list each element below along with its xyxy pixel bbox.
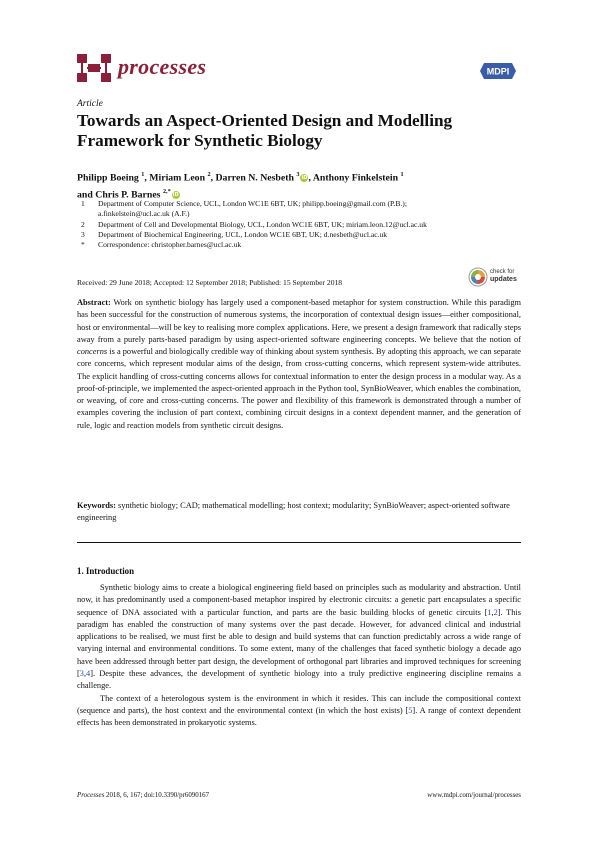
- paragraph-1: Synthetic biology aims to create a biological engineering field based on principles such as modularity and abstraction. Until now, it has predominantly used a component-based metaphor inspired by electronic circuits: a genetic part encapsulates a specific sequence of DNA associated with a particular function, and parts are the basic building blocks of genetic circuits [1,2]. This paradigm has enabled the construction of many systems over the past decade. However, for advanced clinical and industrial applications to be realised, we must first be able to design and build systems that can function predictably across a wide range of varying internal and environmental conditions. To some extent, many of the challenges that faced synthetic biology a decade ago have been addressed through better part design, the development of orthogonal part libraries and improved techniques for screening [3,4]. Despite these advances, the development of synthetic biology into a truly predictive engineering discipline remains a challenge.: [77, 583, 521, 691]
- publication-dates: Received: 29 June 2018; Accepted: 12 September 2018; Published: 15 September 2018: [77, 278, 343, 287]
- affiliation-item: [77, 240, 527, 250]
- reference-link[interactable]: 2: [493, 607, 498, 617]
- section-heading: 1. Introduction: [77, 566, 135, 576]
- footer-journal: Processes: [77, 792, 105, 799]
- author-list: Philipp Boeing $^1$, Miriam Leon $^2$, Darren N. Nesbeth $^3$iD, Anthony Finkelstein $^1$ and Chris P. Barnes $^{2,*}$iD: [77, 171, 404, 201]
- keywords-label: Keywords:: [77, 501, 116, 510]
- section-body: [77, 582, 521, 730]
- abstract: [77, 297, 521, 432]
- reference-link[interactable]: 4: [86, 669, 91, 679]
- reference-link[interactable]: 3: [79, 669, 84, 679]
- article-type: Article: [77, 99, 103, 109]
- author-affiliation-mark: 2: [207, 171, 211, 178]
- author-name: Miriam Leon: [149, 172, 208, 184]
- abstract-text-1: Work on synthetic biology has largely used a component-based metaphor for system construction. While this paradigm has been successful for the construction of numerous systems, the incorporation of contextual design issues—either compositional, host or environmental—will be key to realising more complex applications. Here, we present a design framework that radically steps away from a purely parts-based paradigm by using aspect-oriented software engineering concepts. We believe that the notion of: [77, 298, 521, 344]
- affiliation-text: Department of Computer Science, UCL, London WC1E 6BT, UK; philipp.boeing@gmail.com (P.B.); a.finkelstein@ucl.ac.uk (A.F.): [98, 199, 407, 219]
- author-affiliation-mark: 3: [296, 171, 300, 178]
- abstract-emphasis: concerns: [77, 347, 108, 356]
- paper-title: Towards an Aspect-Oriented Design and Modelling Framework for Synthetic Biology: [77, 111, 453, 150]
- paragraph-2: The context of a heterologous system is the environment in which it resides. This can include the compositional context (sequence and parts), the host context and the environmental context (in which the host exists) [5]. A range of context dependent effects has been demonstrated in prokaryotic systems.: [77, 693, 521, 728]
- author-name: Philipp Boeing: [77, 172, 142, 184]
- keywords-text: synthetic biology; CAD; mathematical modelling; host context; modularity; SynBioWeaver; aspect-oriented software engineering: [77, 501, 510, 523]
- check-updates-icon: [468, 267, 488, 287]
- abstract-text-2: is a powerful and biologically credible way of thinking about system synthesis. By adopting this approach, we can separate core concerns, which represent modular aims of the design, from cross-cutting concerns, which represent system-wide attributes. The explicit handling of cross-cutting concerns allows for contextual information to enter the design process in a modular way. As a proof-of-principle, we implemented the aspect-oriented approach in the Python tool, SynBioWeaver, which enables the combination, or weaving, of core and cross-cutting concerns. The power and flexibility of this framework is demonstrated through a number of examples covering the inclusion of part context, combining circuit designs in a context dependent manner, and the generation of rule, logic and reaction models from synthetic circuit designs.: [77, 347, 521, 430]
- author-name: Anthony Finkelstein: [312, 172, 401, 184]
- journal-logo-icon: [77, 54, 111, 82]
- affiliation-text: Department of Cell and Developmental Biology, UCL, London WC1E 6BT, UK; miriam.leon.12@ucl.ac.uk: [98, 219, 427, 229]
- check-updates-line2: updates: [490, 276, 517, 283]
- mdpi-logo-text: MDPI: [486, 66, 510, 77]
- abstract-label: Abstract:: [77, 298, 111, 307]
- reference-link[interactable]: 1: [487, 607, 492, 617]
- mdpi-logo-icon: [479, 62, 517, 80]
- keywords: [77, 500, 521, 525]
- affiliation-item: [77, 199, 527, 220]
- affiliation-text: Correspondence: christopher.barnes@ucl.ac.uk: [98, 240, 242, 250]
- affiliation-item: [77, 220, 527, 230]
- affiliations: [77, 199, 527, 250]
- author-affiliation-mark: 1: [141, 171, 145, 178]
- affiliation-text: Department of Biochemical Engineering, UCL, London WC1E 6BT, UK; d.nesbeth@ucl.ac.uk: [98, 229, 388, 239]
- affiliation-mark: 1: [81, 199, 85, 208]
- footer-citation: [77, 792, 209, 799]
- section-divider: [77, 542, 521, 543]
- affiliation-mark: 2: [81, 219, 85, 229]
- orcid-icon[interactable]: iD: [301, 175, 308, 182]
- affiliation-item: [77, 230, 527, 240]
- author-name: Darren N. Nesbeth: [215, 172, 297, 184]
- affiliation-mark: 3: [81, 229, 85, 239]
- author-affiliation-mark: 2,*: [162, 187, 171, 195]
- check-for-updates-badge[interactable]: [468, 266, 522, 290]
- footer-citation-text: 2018, 6, 167; doi:10.3390/pr6090167: [104, 792, 210, 799]
- reference-link[interactable]: 5: [408, 705, 413, 715]
- orcid-icon[interactable]: iD: [172, 192, 179, 199]
- author-name: and Chris P. Barnes: [77, 189, 163, 201]
- author-affiliation-mark: 1: [400, 171, 404, 178]
- journal-name: processes: [118, 54, 207, 79]
- footer-url[interactable]: www.mdpi.com/journal/processes: [427, 792, 521, 799]
- check-updates-line1: check for: [490, 269, 515, 275]
- affiliation-mark: *: [81, 240, 85, 250]
